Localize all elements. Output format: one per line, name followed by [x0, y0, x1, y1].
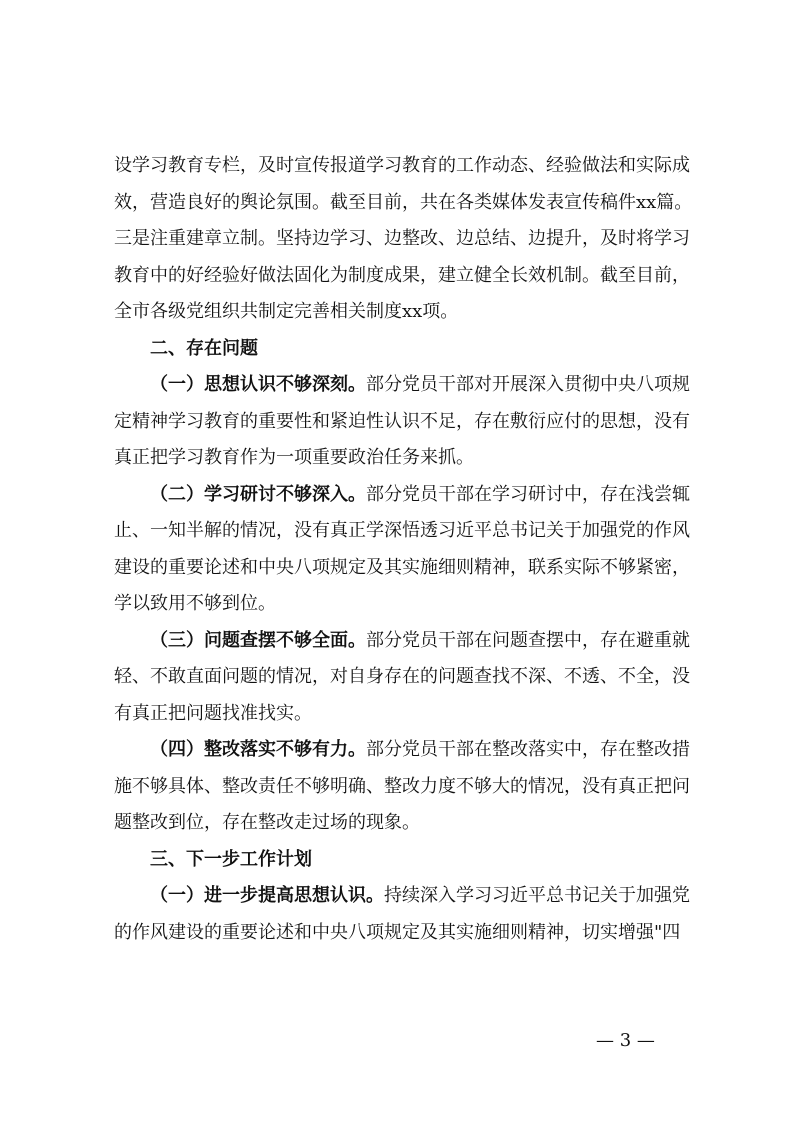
body-line: 教育中的好经验好做法固化为制度成果，建立健全长效机制。截至目前，: [114, 264, 690, 286]
body-line: 轻、不敢直面问题的情况，对自身存在的问题查找不深、不透、不全，没: [114, 666, 690, 687]
paragraph-text: 部分党员干部对开展深入贯彻中央八项规: [366, 374, 690, 395]
body-line: 三是注重建章立制。坚持边学习、边整改、边总结、边提升，及时将学习: [114, 228, 690, 249]
body-line: 施不够具体、整改责任不够明确、整改力度不够大的情况，没有真正把问: [114, 775, 690, 797]
paragraph-first-line: [114, 732, 690, 769]
paragraph-lead: （一）思想认识不够深刻。: [150, 374, 366, 395]
paragraph-first-line: [114, 878, 690, 915]
body-line: 有真正把问题找准找实。: [114, 702, 312, 724]
body-line: 建设的重要论述和中央八项规定及其实施细则精神，联系实际不够紧密，: [114, 556, 690, 578]
body-line: 全市各级党组织共制定完善相关制度xx项。: [114, 301, 459, 322]
paragraph-first-line: [114, 477, 690, 514]
body-line: 题整改到位，存在整改走过场的现象。: [114, 812, 420, 833]
page-number: — 3 —: [596, 1030, 655, 1051]
paragraph-first-line: [114, 623, 690, 660]
paragraph-lead: （二）学习研讨不够深入。: [150, 483, 366, 505]
paragraph-first-line: [114, 367, 690, 404]
paragraph-text: 持续深入学习习近平总书记关于加强党: [384, 885, 690, 906]
paragraph-lead: （三）问题查摆不够全面。: [150, 629, 366, 651]
body-line: 效，营造良好的舆论氛围。截至目前，共在各类媒体发表宣传稿件xx篇。: [114, 191, 693, 213]
paragraph-lead: （一）进一步提高思想认识。: [150, 885, 384, 906]
body-line: 设学习教育专栏，及时宣传报道学习教育的工作动态、经验做法和实际成: [114, 155, 690, 176]
section-heading-problems: 二、存在问题: [150, 337, 258, 359]
body-line: 真正把学习教育作为一项重要政治任务来抓。: [114, 447, 474, 468]
paragraph-lead: （四）整改落实不够有力。: [150, 739, 366, 760]
body-line: 学以致用不够到位。: [114, 593, 276, 614]
body-line: 的作风建设的重要论述和中央八项规定及其实施细则精神，切实增强"四: [114, 921, 681, 943]
paragraph-text: 部分党员干部在问题查摆中，存在避重就: [366, 629, 690, 651]
document-body: [114, 148, 693, 951]
paragraph-text: 部分党员干部在学习研讨中，存在浅尝辄: [366, 483, 690, 505]
body-line: 止、一知半解的情况，没有真正学深悟透习近平总书记关于加强党的作风: [114, 520, 690, 541]
section-heading-next-steps: 三、下一步工作计划: [150, 848, 312, 870]
body-line: 定精神学习教育的重要性和紧迫性认识不足，存在敷衍应付的思想，没有: [114, 410, 690, 432]
paragraph-text: 部分党员干部在整改落实中，存在整改措: [366, 739, 690, 760]
